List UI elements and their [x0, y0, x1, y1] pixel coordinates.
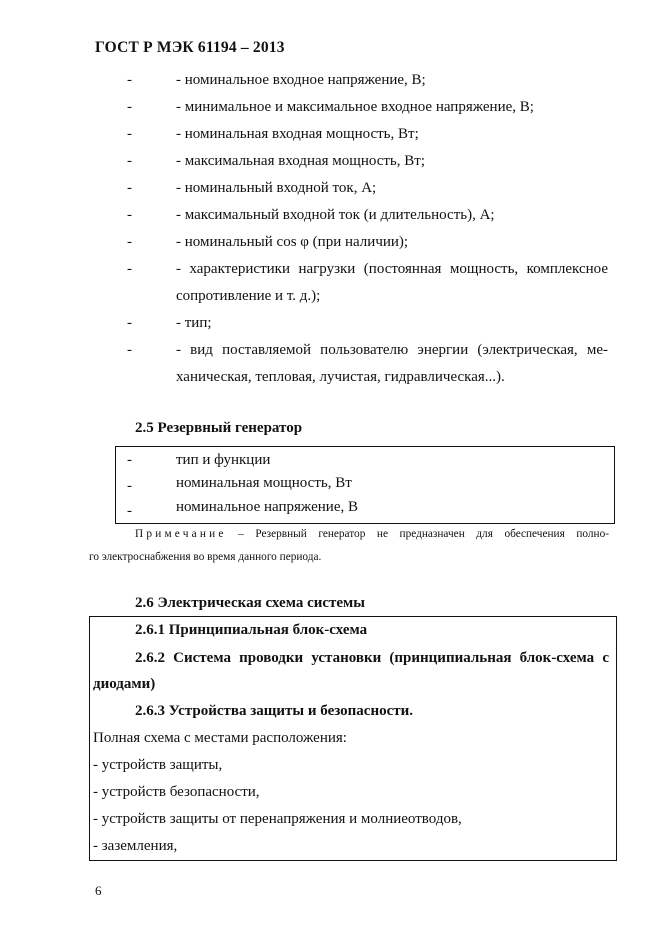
list-item: - устройств защиты от перенапряжения и молниеотводов, [93, 811, 462, 827]
subsection-heading-continuation: диодами) [93, 676, 156, 692]
list-item: - номинальное входное напряжение, В; [176, 72, 426, 88]
list-marker: - [127, 99, 132, 115]
page-number: 6 [95, 883, 102, 898]
list-marker: - [127, 153, 132, 169]
list-item: - устройств защиты, [93, 757, 223, 773]
list-marker: - [127, 342, 132, 358]
list-item: - максимальная входная мощность, Вт; [176, 153, 426, 169]
list-item: - характеристики нагрузки (постоянная мощность, комплексное [176, 261, 608, 277]
list-item: - номинальная входная мощность, Вт; [176, 126, 419, 142]
subsection-heading: 2.6.3 Устройства защиты и безопасности. [135, 703, 414, 719]
note-text: – Резервный генератор не предназначен для обеспечения полно- [226, 528, 609, 540]
list-item: номинальная мощность, Вт [176, 475, 352, 491]
list-item: - вид поставляемой пользователю энергии (электрическая, ме- [176, 342, 608, 358]
list-marker: - [127, 126, 132, 142]
list-item: - минимальное и максимальное входное напряжение, В; [176, 99, 534, 115]
section-heading: 2.5 Резервный генератор [135, 420, 303, 436]
paragraph: Полная схема с местами расположения: [93, 730, 347, 746]
list-marker: - [127, 207, 132, 223]
subsection-heading: 2.6.2 Система проводки установки (принципиальная блок-схема с [135, 650, 609, 666]
list-item-continuation: ханическая, тепловая, лучистая, гидравлическая...). [176, 369, 505, 385]
list-item: - устройств безопасности, [93, 784, 260, 800]
note-line [135, 528, 609, 540]
list-marker: - [127, 72, 132, 88]
list-marker: - [127, 180, 132, 196]
list-item: тип и функции [176, 452, 271, 468]
document-header: ГОСТ Р МЭК 61194 – 2013 [95, 39, 285, 56]
list-item: номинальное напряжение, В [176, 499, 358, 515]
note-continuation: го электроснабжения во время данного периода. [89, 551, 322, 563]
list-marker: - [127, 503, 132, 519]
list-item: - тип; [176, 315, 212, 331]
list-marker: - [127, 234, 132, 250]
list-item: - максимальный входной ток (и длительность), А; [176, 207, 495, 223]
note-label: Примечание [135, 528, 227, 540]
list-item-continuation: сопротивление и т. д.); [176, 288, 321, 304]
list-item: - номинальный cos φ (при наличии); [176, 234, 409, 250]
list-item: - номинальный входной ток, А; [176, 180, 377, 196]
list-item: - заземления, [93, 838, 178, 854]
section-heading: 2.6 Электрическая схема системы [135, 595, 365, 611]
list-marker: - [127, 452, 132, 468]
list-marker: - [127, 478, 132, 494]
list-marker: - [127, 315, 132, 331]
list-marker: - [127, 261, 132, 277]
subsection-heading: 2.6.1 Принципиальная блок-схема [135, 622, 368, 638]
